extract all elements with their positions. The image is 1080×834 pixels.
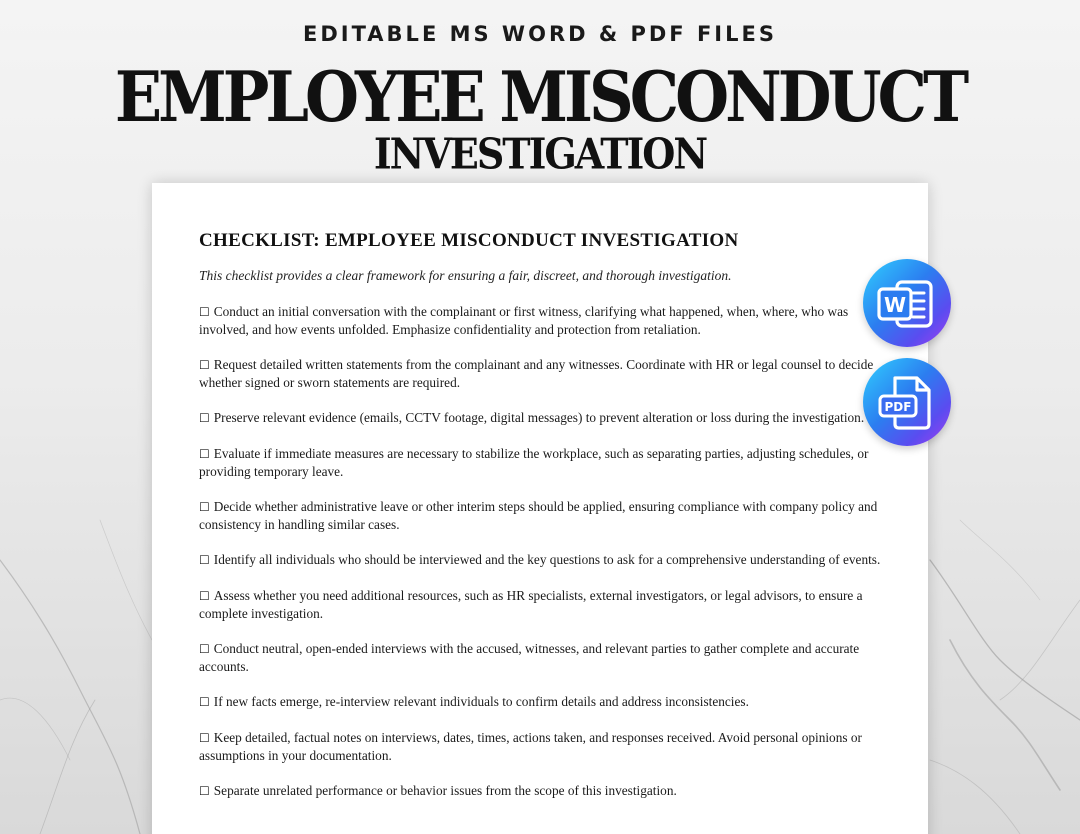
product-title: EMPLOYEE MISCONDUCT [114, 56, 966, 138]
word-letter: W [883, 293, 907, 317]
checklist-item [199, 498, 889, 533]
checklist-item-text: Request detailed written statements from the complainant and any witnesses. Coordinate with HR or legal counsel to decide whether signed or sworn statements are required. [199, 357, 874, 390]
checklist-intro: This checklist provides a clear framework for ensuring a fair, discreet, and thorough investigation. [199, 268, 732, 283]
checklist-item-text: Decide whether administrative leave or other interim steps should be applied, ensuring compliance with company policy and consistency in handling similar cases. [199, 499, 878, 532]
checkbox-icon: ☐ [199, 784, 210, 798]
checkbox-icon: ☐ [199, 731, 210, 745]
checkbox-icon: ☐ [199, 589, 210, 603]
pdf-label: PDF [884, 400, 912, 414]
checklist-item [199, 551, 889, 569]
word-document-icon [863, 259, 951, 347]
checklist-item-text: Assess whether you need additional resources, such as HR specialists, external investigators, or legal advisors, to ensure a complete investigation. [199, 588, 863, 621]
pdf-file-badge [863, 358, 951, 446]
checkbox-icon: ☐ [199, 695, 210, 709]
format-kicker: EDITABLE MS WORD & PDF FILES [303, 22, 777, 46]
checklist-item-text: Evaluate if immediate measures are necessary to stabilize the workplace, such as separating parties, adjusting schedules, or providing temporary leave. [199, 446, 869, 479]
checklist-item [199, 587, 889, 622]
word-file-badge [863, 259, 951, 347]
checklist-item-text: Separate unrelated performance or behavior issues from the scope of this investigation. [213, 783, 677, 798]
checklist-heading: CHECKLIST: EMPLOYEE MISCONDUCT INVESTIGATION [199, 230, 739, 251]
checklist-item-text: Conduct an initial conversation with the complainant or first witness, clarifying what happened, when, where, who was involved, and how events unfolded. Emphasize confidentiality and protection from retaliation. [199, 304, 849, 337]
checklist-item-text: If new facts emerge, re-interview relevant individuals to confirm details and address inconsistencies. [213, 694, 749, 709]
checklist-item [199, 356, 889, 391]
checkbox-icon: ☐ [199, 447, 210, 461]
checklist-item-text: Conduct neutral, open-ended interviews with the accused, witnesses, and relevant parties to gather complete and accurate accounts. [199, 641, 860, 674]
checklist-item-text: Identify all individuals who should be interviewed and the key questions to ask for a comprehensive understanding of events. [213, 552, 881, 567]
checkbox-icon: ☐ [199, 500, 210, 514]
checklist-item [199, 729, 889, 764]
checklist-item [199, 640, 889, 675]
checklist-item [199, 303, 889, 338]
checklist-item [199, 693, 889, 711]
checklist-item [199, 409, 889, 427]
checkbox-icon: ☐ [199, 553, 210, 567]
document-page [152, 183, 928, 834]
checkbox-icon: ☐ [199, 411, 210, 425]
checklist-item [199, 445, 889, 480]
product-subtitle: INVESTIGATION [373, 129, 707, 179]
checklist-item [199, 782, 889, 800]
checklist-item-text: Preserve relevant evidence (emails, CCTV footage, digital messages) to prevent alteration or loss during the investigation. [213, 410, 865, 425]
checkbox-icon: ☐ [199, 642, 210, 656]
checkbox-icon: ☐ [199, 305, 210, 319]
pdf-document-icon [863, 358, 951, 446]
checkbox-icon: ☐ [199, 358, 210, 372]
checklist-item-text: Keep detailed, factual notes on interviews, dates, times, actions taken, and responses received. Avoid personal opinions or assumptions in your documentation. [199, 730, 862, 763]
